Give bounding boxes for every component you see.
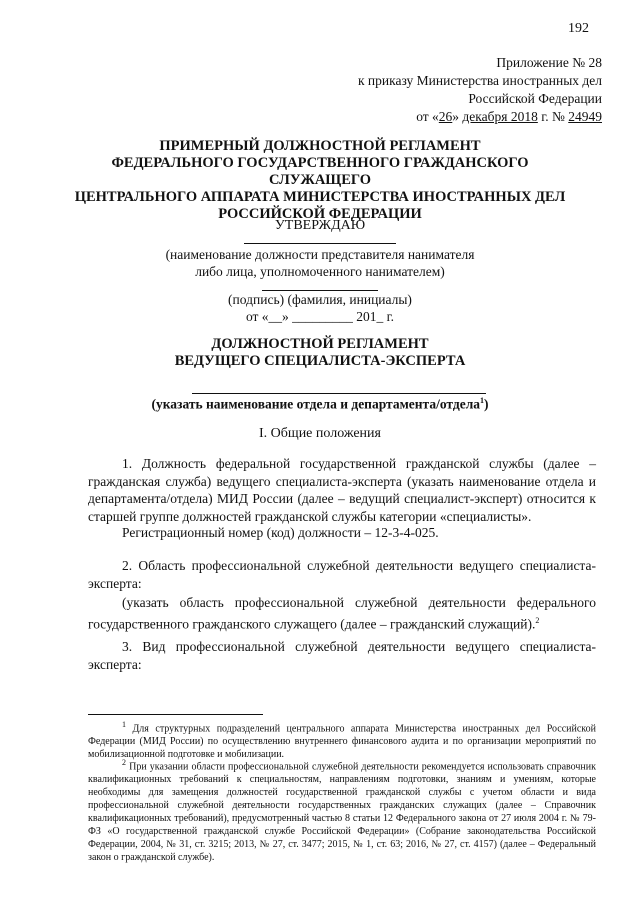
footnote-ref-2: 2	[535, 615, 540, 625]
approve-date-line: от «__» _________ 201_ г.	[245, 309, 395, 324]
approval-line-2: к приказу Министерства иностранных дел	[358, 73, 602, 88]
section-heading: I. Общие положения	[259, 426, 381, 441]
approval-line-1: Приложение № 28	[496, 55, 602, 70]
title-line-1: ПРИМЕРНЫЙ ДОЛЖНОСТНОЙ РЕГЛАМЕНТ	[159, 138, 481, 154]
title-line-2: ФЕДЕРАЛЬНОГО ГОСУДАРСТВЕННОГО ГРАЖДАНСКОГО СЛУЖАЩЕГО	[111, 155, 529, 188]
title-line-3: ЦЕНТРАЛЬНОГО АППАРАТА МИНИСТЕРСТВА ИНОСТРАННЫХ ДЕЛ	[74, 189, 566, 205]
page-number: 192	[568, 21, 589, 36]
date-number: 24949	[568, 109, 602, 124]
footnote-ref-1: 1	[480, 396, 485, 405]
regulation-title-line-1: ДОЛЖНОСТНОЙ РЕГЛАМЕНТ	[211, 336, 429, 352]
date-month-year: декабря 2018	[462, 109, 538, 124]
footnote-separator	[88, 714, 263, 715]
approve-caption-1: (наименование должности представителя нанимателя	[165, 247, 475, 262]
approve-caption-2: либо лица, уполномоченного нанимателем)	[195, 264, 445, 279]
approve-caption-3: (подпись) (фамилия, инициалы)	[228, 292, 412, 307]
regulation-title	[60, 336, 580, 370]
date-day: 26	[438, 109, 453, 124]
footnote-1: $^1$ Для структурных подразделений центрального аппарата Министерства иностранных дел Российской Федерации (МИД России) по осуществлению внутреннего финансового аудита и по организации мероприятий по мобилизационной подготовке и мобилизации.	[88, 720, 596, 761]
approval-block	[358, 54, 602, 126]
approval-date-line	[358, 108, 602, 126]
approve-captions-2	[150, 291, 490, 325]
paragraph-2: Регистрационный номер (код) должности – 12-3-4-025.	[122, 525, 439, 540]
department-placeholder: (указать наименование отдела и департамента/отдела$^1$)	[151, 396, 489, 412]
approve-captions	[150, 246, 490, 280]
signature-line-position	[244, 243, 396, 244]
approval-line-3: Российской Федерации	[468, 91, 602, 106]
date-mid: »	[452, 109, 463, 124]
approve-word: УТВЕРЖДАЮ	[274, 218, 366, 233]
title-line-4: РОССИЙСКОЙ ФЕДЕРАЦИИ	[218, 206, 422, 222]
date-prefix: от «	[416, 109, 439, 124]
footnote-2: $^2$ При указании области профессиональной служебной деятельности рекомендуется использовать справочник квалификационных требований к специальностям, направлениям подготовки, знаниям и умениям, которые необходимы для замещения должностей государственной гражданской службы с учетом области и вида профессиональной служебной деятельности государственных гражданских служащих (далее – Справочник квалификационных требований), предусмотренный частью 8 статьи 12 Федерального закона от 27 июля 2004 г. № 79-ФЗ «О государственной гражданской службе Российской Федерации» (Собрание законодательства Российской Федерации, 2004, № 31, ст. 3215; 2013, № 27, ст. 3477; 2015, № 1, ст. 63; 2016, № 27, ст. 4157) (далее – Федеральный закон о гражданской службе).	[88, 758, 596, 864]
paragraph-3: 2. Область профессиональной служебной деятельности ведущего специалиста-эксперта:	[88, 558, 596, 591]
date-number-prefix: г. №	[537, 109, 569, 124]
department-line	[192, 393, 486, 394]
paragraph-4: (указать область профессиональной служебной деятельности федерального государственного гражданского служащего (далее – гражданский служащий).$^2$	[88, 595, 596, 631]
regulation-title-line-2: ВЕДУЩЕГО СПЕЦИАЛИСТА-ЭКСПЕРТА	[174, 353, 466, 369]
paragraph-1: 1. Должность федеральной государственной гражданской службы (далее – гражданская служба) ведущего специалиста-эксперта (указать наименование отдела и департамента/отдела) МИД России (далее – ведущий специалист-эксперт) относится к старшей группе должностей гражданской службы категории «специалисты».	[88, 456, 596, 524]
paragraph-5: 3. Вид профессиональной служебной деятельности ведущего специалиста-эксперта:	[88, 639, 596, 672]
document-title	[60, 138, 580, 223]
